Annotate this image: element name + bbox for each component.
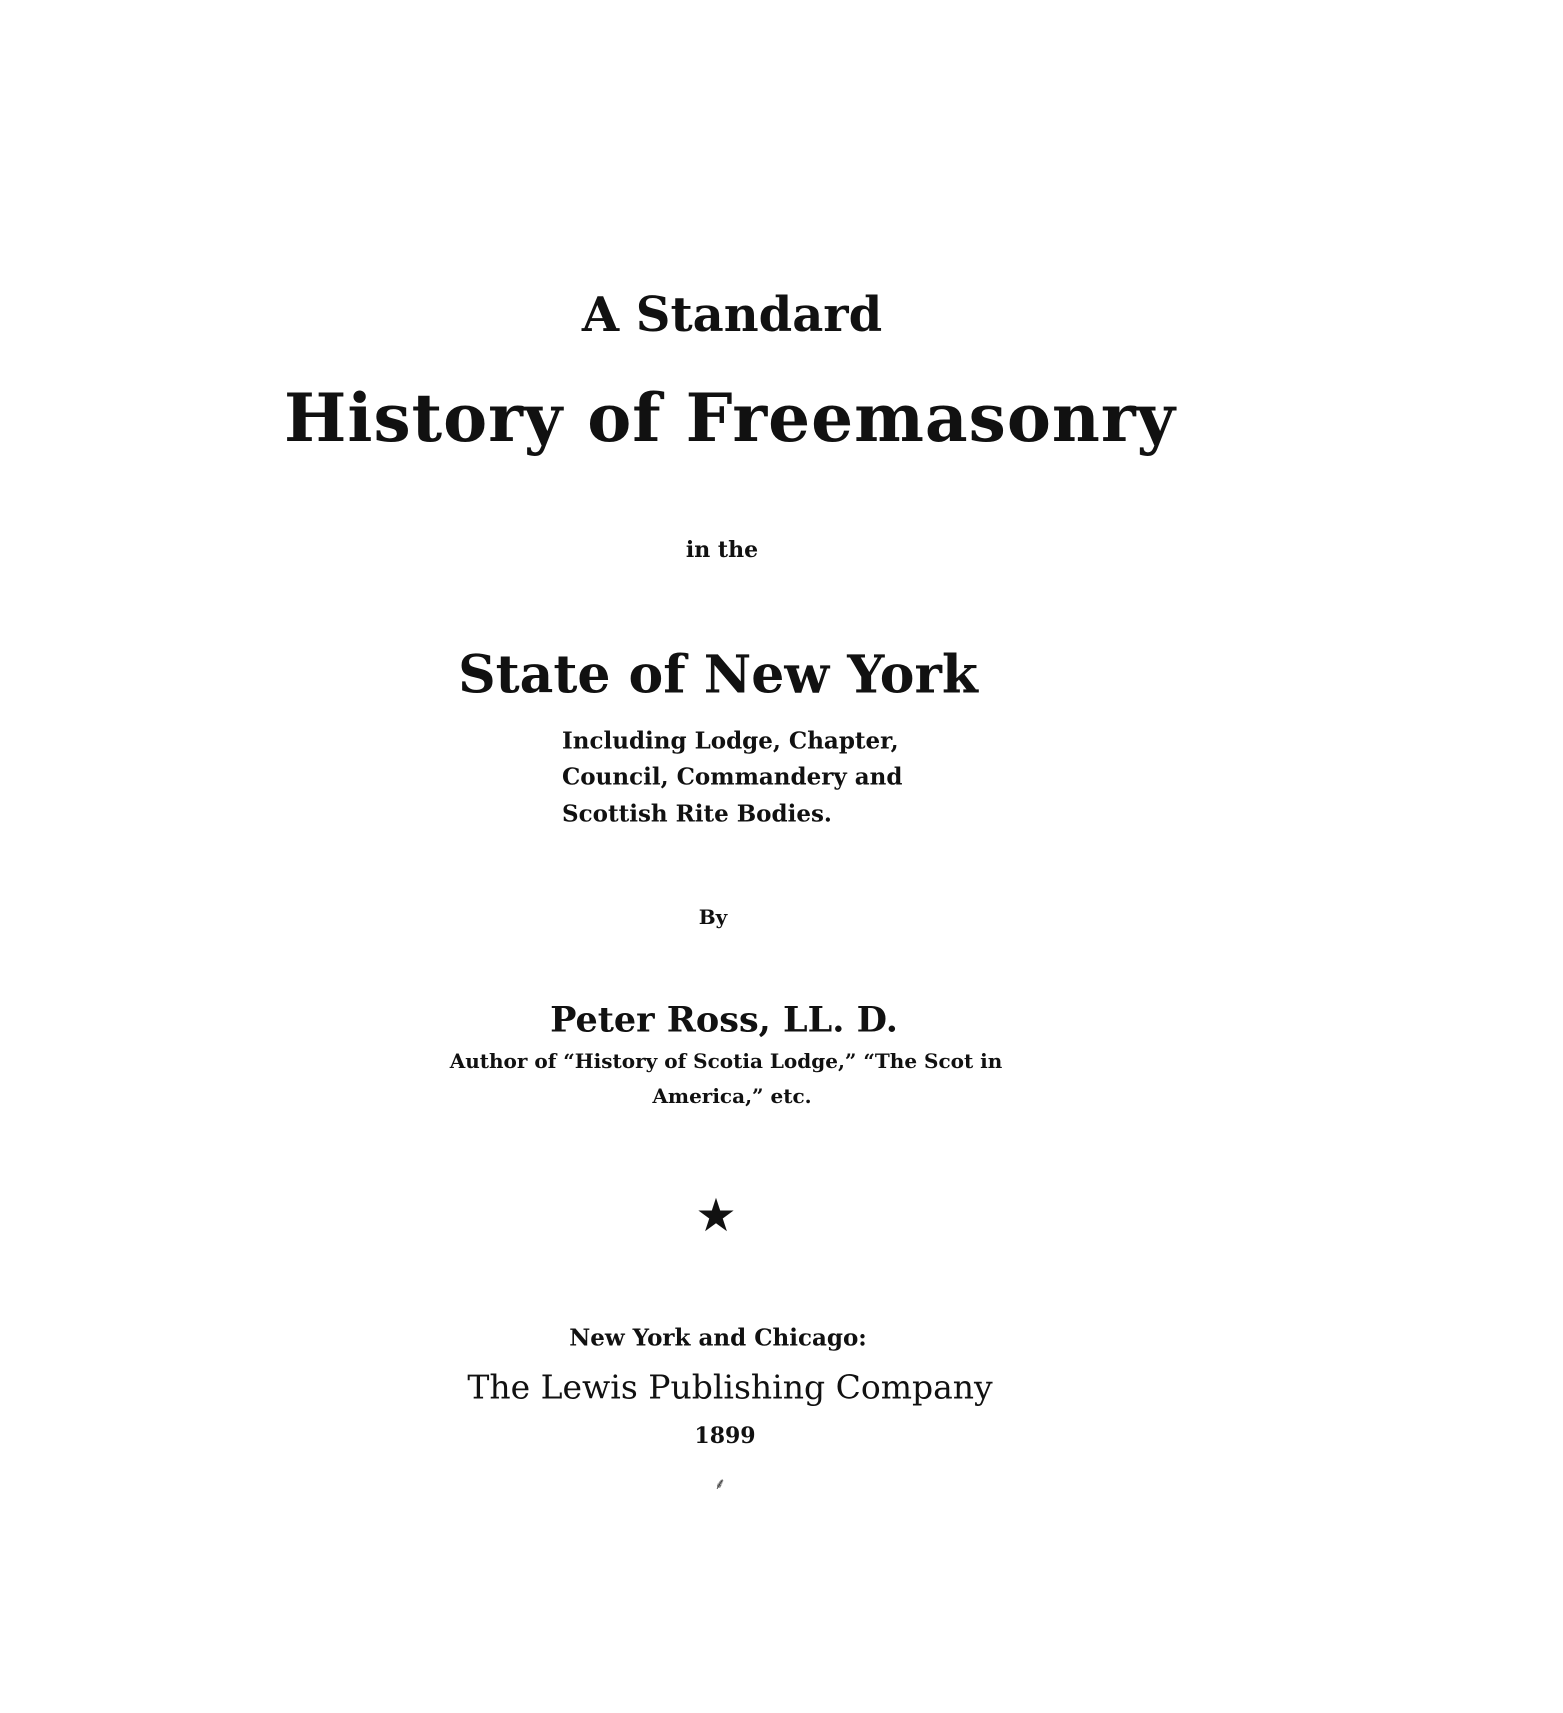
main-title: History of Freemasonry [284,379,1176,457]
author-name: Peter Ross, LL. D. [550,999,898,1041]
ornament-icon: ⸙ [713,1474,727,1493]
publisher: The Lewis Publishing Company [467,1367,993,1407]
by-label: By [698,905,728,929]
author-works-line: America,” etc. [652,1084,812,1108]
star-icon: ★ [695,1188,737,1242]
title-state: State of New York [458,644,978,706]
subtitle-line: Council, Commandery and [562,763,903,791]
title-line-1: A Standard [581,287,883,343]
title-connector: in the [685,537,759,563]
author-works-line: Author of “History of Scotia Lodge,” “The Scot in [449,1049,1003,1073]
subtitle-line: Scottish Rite Bodies. [562,800,832,828]
publication-place: New York and Chicago: [569,1324,867,1352]
publication-year: 1899 [694,1423,756,1449]
subtitle-line: Including Lodge, Chapter, [562,727,899,755]
